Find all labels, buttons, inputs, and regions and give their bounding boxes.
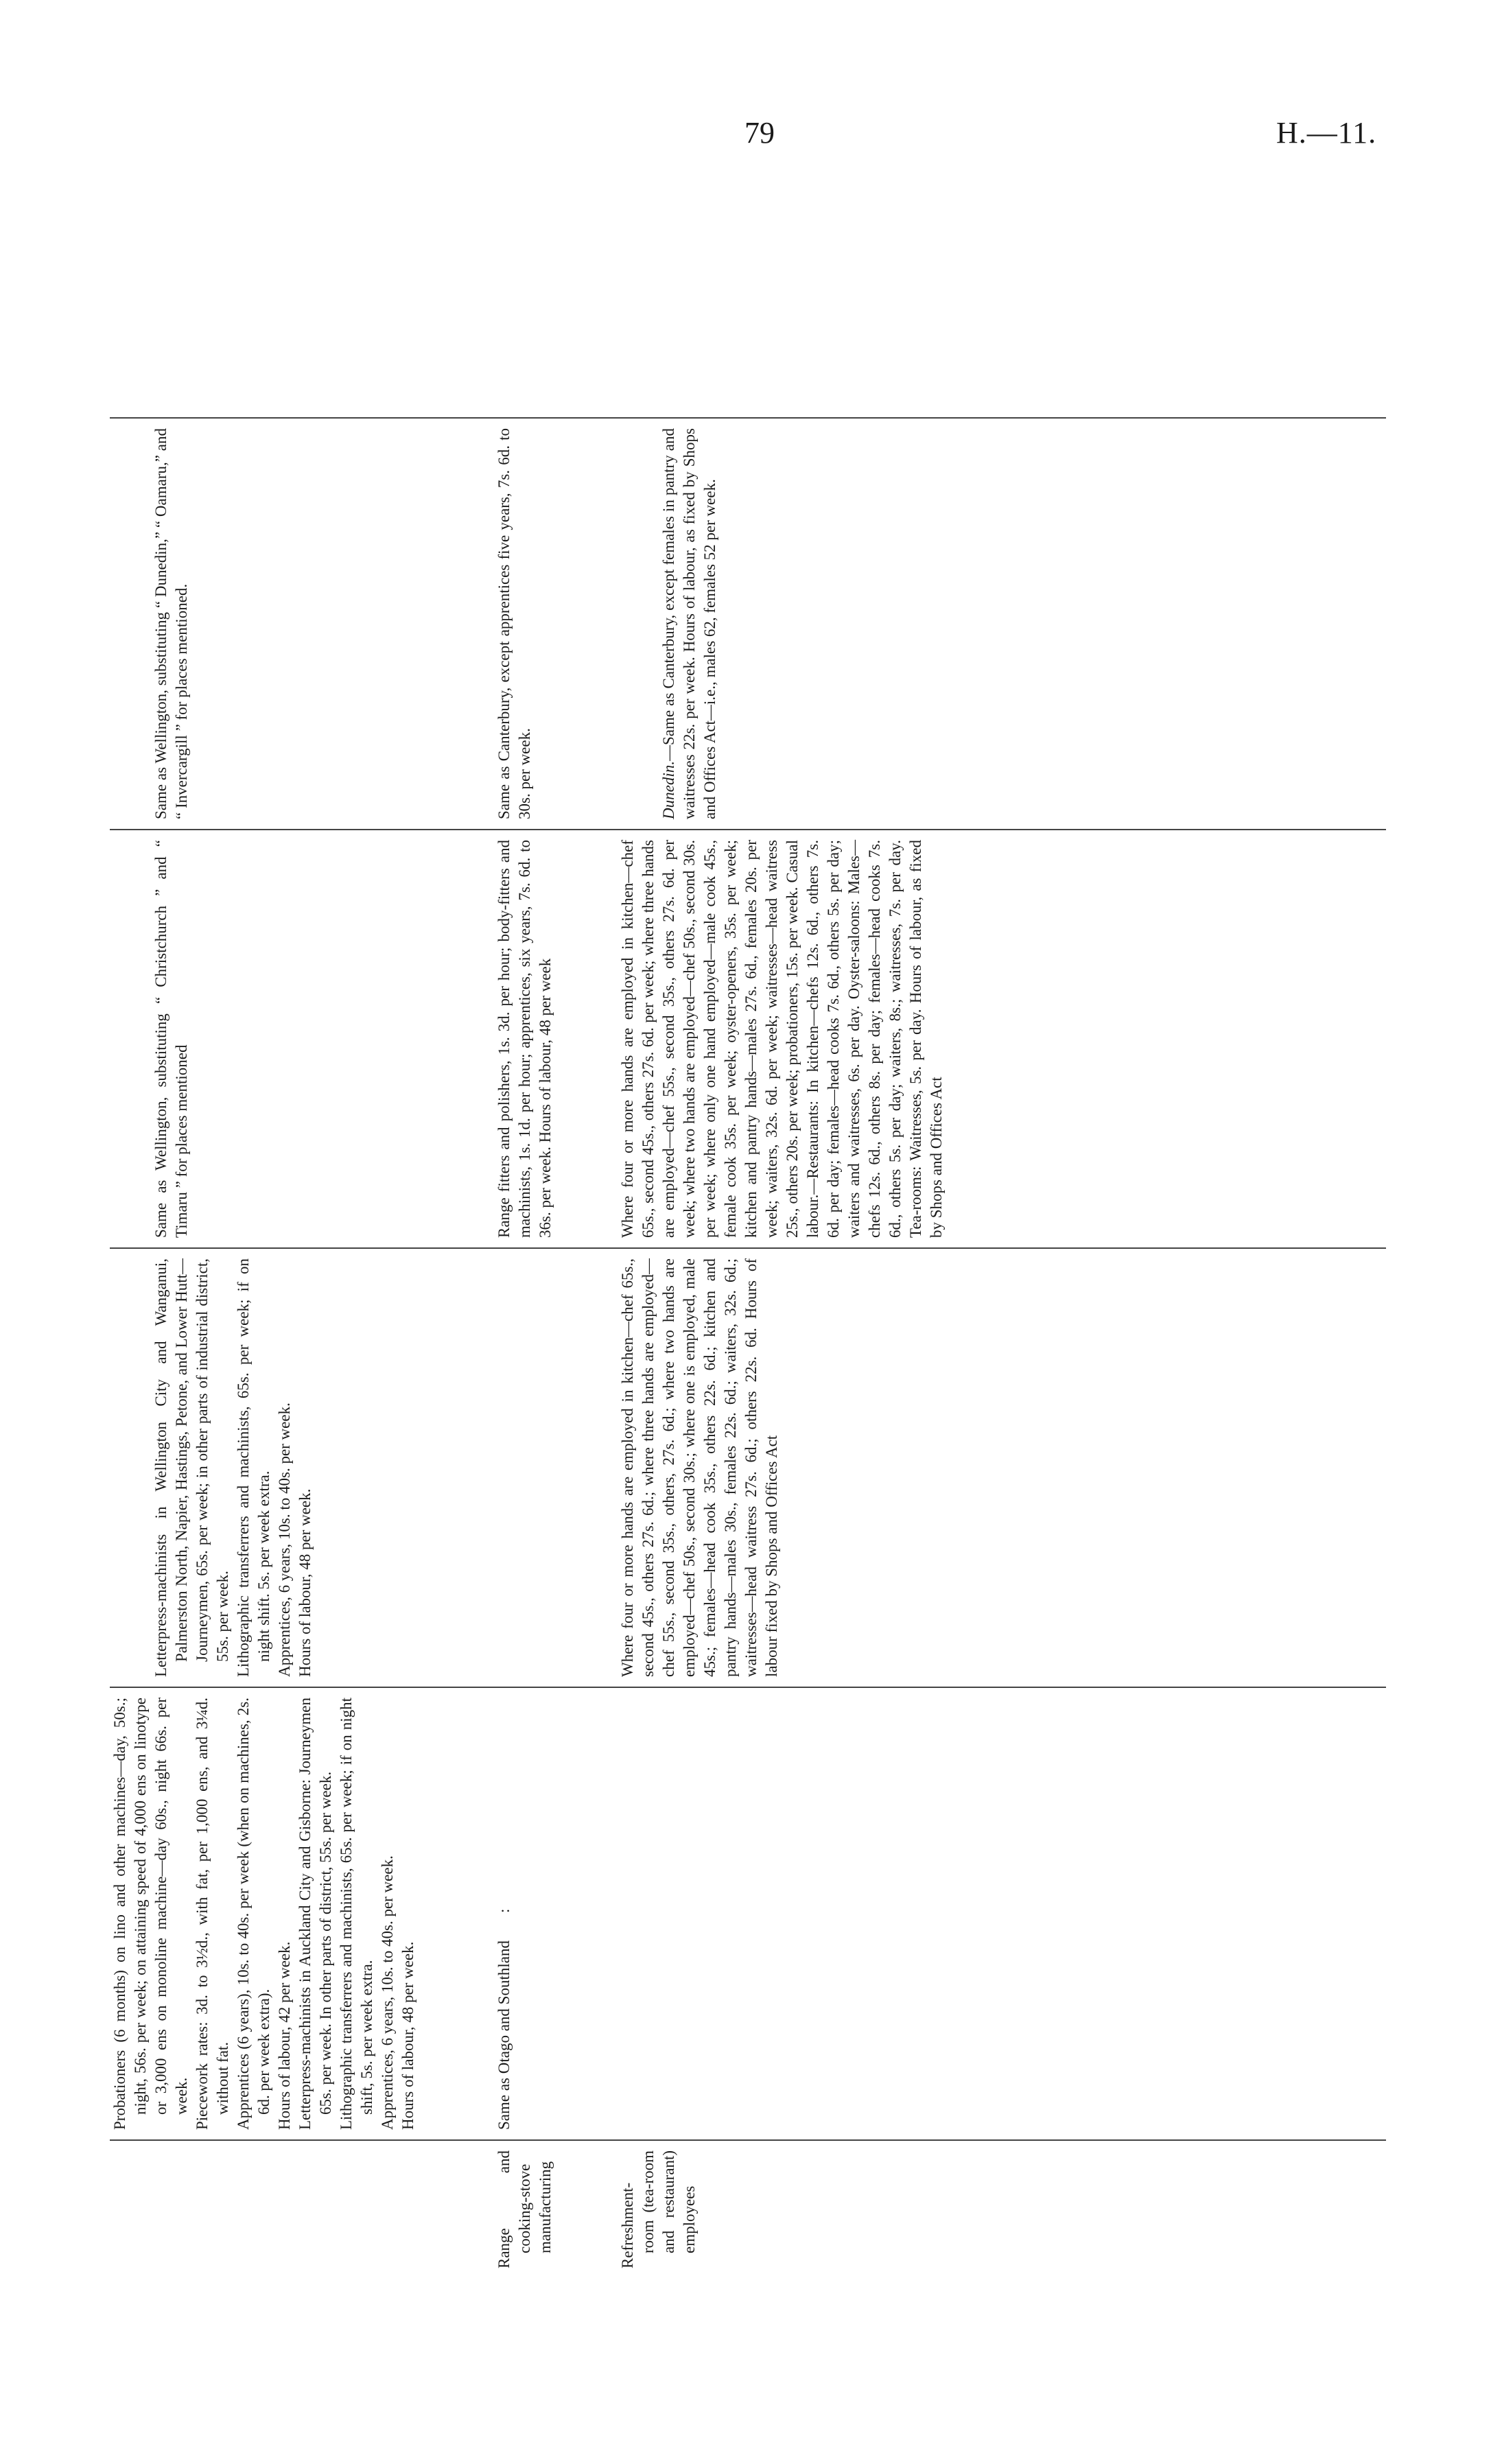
cell-text: —Same as Canterbury, except females in pantry and waitresses 22s. per week. Hours of labour, as fixed by Shops and Offices Act—i.e., males 62, females 52 per week. (660, 428, 718, 819)
auckland-cell (494, 1688, 618, 2141)
text-line: Same as Canterbury, except apprentices five years, 7s. 6d. to 30s. per week. (495, 428, 533, 819)
trade-label: Range and cooking-stove manufacturing (495, 2150, 554, 2268)
text-line: Letterpress-machinists in Wellington City and Wanganui, Palmerston North, Napier, Hastings, Petone, and Lower Hutt—Journeymen, 65s. per week; in other parts of industrial district, 55s. per week. (152, 1258, 231, 1677)
text-line (659, 428, 720, 819)
text-line: Hours of labour, 48 per week. (296, 1488, 314, 1677)
place-label: Dunedin. (660, 761, 677, 819)
table-row (494, 220, 618, 2278)
text-line: Lithographic transferrers and machinists, 65s. per week; if on night shift. 5s. per week extra. (235, 1258, 272, 1677)
text-line: Where four or more hands are employed in kitchen—chef 65s., second 45s., others 27s. 6d. per week; where three hands are employed—chef 55s., second 35s., others 27s. 6d. per week; where two hands are employed—chef 50s., second 30s. per week; where only one hand employed—male cook 45s., female cook 35s. per week; oyster-openers, 35s. per week; kitchen and pantry hands—males 27s. 6d., females 20s. per week; waiters, 32s. 6d. per week; waitresses—head waitress 25s., others 20s. per week; probationers, 15s. per week. Casual labour.—Restaurants: In kitchen—chefs 12s. 6d., others 7s. 6d. per day; females—head cooks 7s. 6d., others 5s. per day; waiters and waitresses, 6s. per day. Oyster-saloons: Males—chefs 12s. 6d., others 8s. per day; females—head cooks 7s. 6d., others 5s. per day; waiters, 8s.; waitresses, 7s. per day. Tea-rooms: Waitresses, 5s. per day. Hours of labour, as fixed by Shops and Offices Act (619, 840, 945, 1238)
document-reference: H.—11. (1276, 116, 1377, 150)
wellington-cell (494, 1249, 618, 1688)
auckland-cell (110, 1688, 494, 2141)
text-line: Lithographic transferrers and machinists, 65s. per week; if on night shift, 5s. per week extra. (338, 1698, 375, 2130)
text-line: Hours of labour, 42 per week. (276, 1941, 293, 2130)
text-line: Same as Wellington, substituting “ Christchurch ” and “ Timaru ” for places mentioned (152, 840, 190, 1238)
text-line: Letterpress-machinists in Auckland City and Gisborne: Journeymen 65s. per week. In other parts of district, 55s. per week. (296, 1698, 334, 2130)
auckland-cell (618, 1688, 1386, 2141)
cell-text: Same as Otago and Southland (495, 1940, 513, 2130)
text-line: Apprentices (6 years), 10s. to 40s. per week (when on machines, 2s. 6d. per week extra). (235, 1698, 272, 2130)
table-row (110, 220, 494, 2278)
otago-cell (110, 419, 494, 830)
canterbury-cell (110, 830, 494, 1249)
text-line: Hours of labour, 48 per week. (399, 1941, 416, 2130)
leader-dots: : (495, 1908, 513, 1914)
text-line: Where four or more hands are employed in kitchen—chef 65s., second 45s., others 27s. 6d.; where three hands are employed—chef 55s., second 35s., others, 27s. 6d.; where two hands are employed—chef 50s., second 30s.; where one is employed, male 45s.; females—head cook 35s., others 22s. 6d.; kitchen and pantry hands—males 30s., females 22s. 6d.; waiters, 32s. 6d.; waitresses—head waitress 27s. 6d.; others 22s. 6d. Hours of labour fixed by Shops and Offices Act (619, 1258, 780, 1677)
otago-cell (494, 419, 618, 830)
trade-cell (110, 2141, 494, 2278)
awards-table (110, 220, 1386, 2278)
page-number: 79 (744, 116, 775, 150)
trade-cell (618, 2141, 1386, 2278)
text-line: Probationers (6 months) on lino and other machines—day, 50s.; night, 56s. per week; on attaining speed of 4,000 ens on linotype or 3,000 ens on monoline machine—day 60s., night 66s. per week. (111, 1698, 190, 2130)
text-line: Piecework rates: 3d. to 3½d., with fat, per 1,000 ens, and 3¼d. without fat. (193, 1698, 231, 2130)
extra-cell (494, 220, 618, 419)
canterbury-cell (494, 830, 618, 1249)
text-line: Same as Wellington, substituting “ Dunedin,” “ Oamaru,” and “ Invercargill ” for places mentioned. (152, 428, 190, 819)
canterbury-cell (618, 830, 1386, 1249)
otago-cell (618, 419, 1386, 830)
text-line: Apprentices, 6 years, 10s. to 40s. per week. (276, 1403, 293, 1677)
text-line: Apprentices, 6 years, 10s. to 40s. per week. (379, 1855, 396, 2130)
wellington-cell (618, 1249, 1386, 1688)
text-line: Range fitters and polishers, 1s. 3d. per hour; body-fitters and machinists, 1s. 1d. per hour; apprentices, six years, 7s. 6d. to 36s. per week. Hours of labour, 48 per week (495, 840, 554, 1238)
table-row (618, 220, 1386, 2278)
text-line (494, 1698, 515, 2130)
extra-cell (110, 220, 494, 419)
extra-cell (618, 220, 1386, 419)
trade-cell (494, 2141, 618, 2278)
wellington-cell (110, 1249, 494, 1688)
trade-label: Refreshment-room (tea-room and restaurant) employees (619, 2150, 698, 2268)
